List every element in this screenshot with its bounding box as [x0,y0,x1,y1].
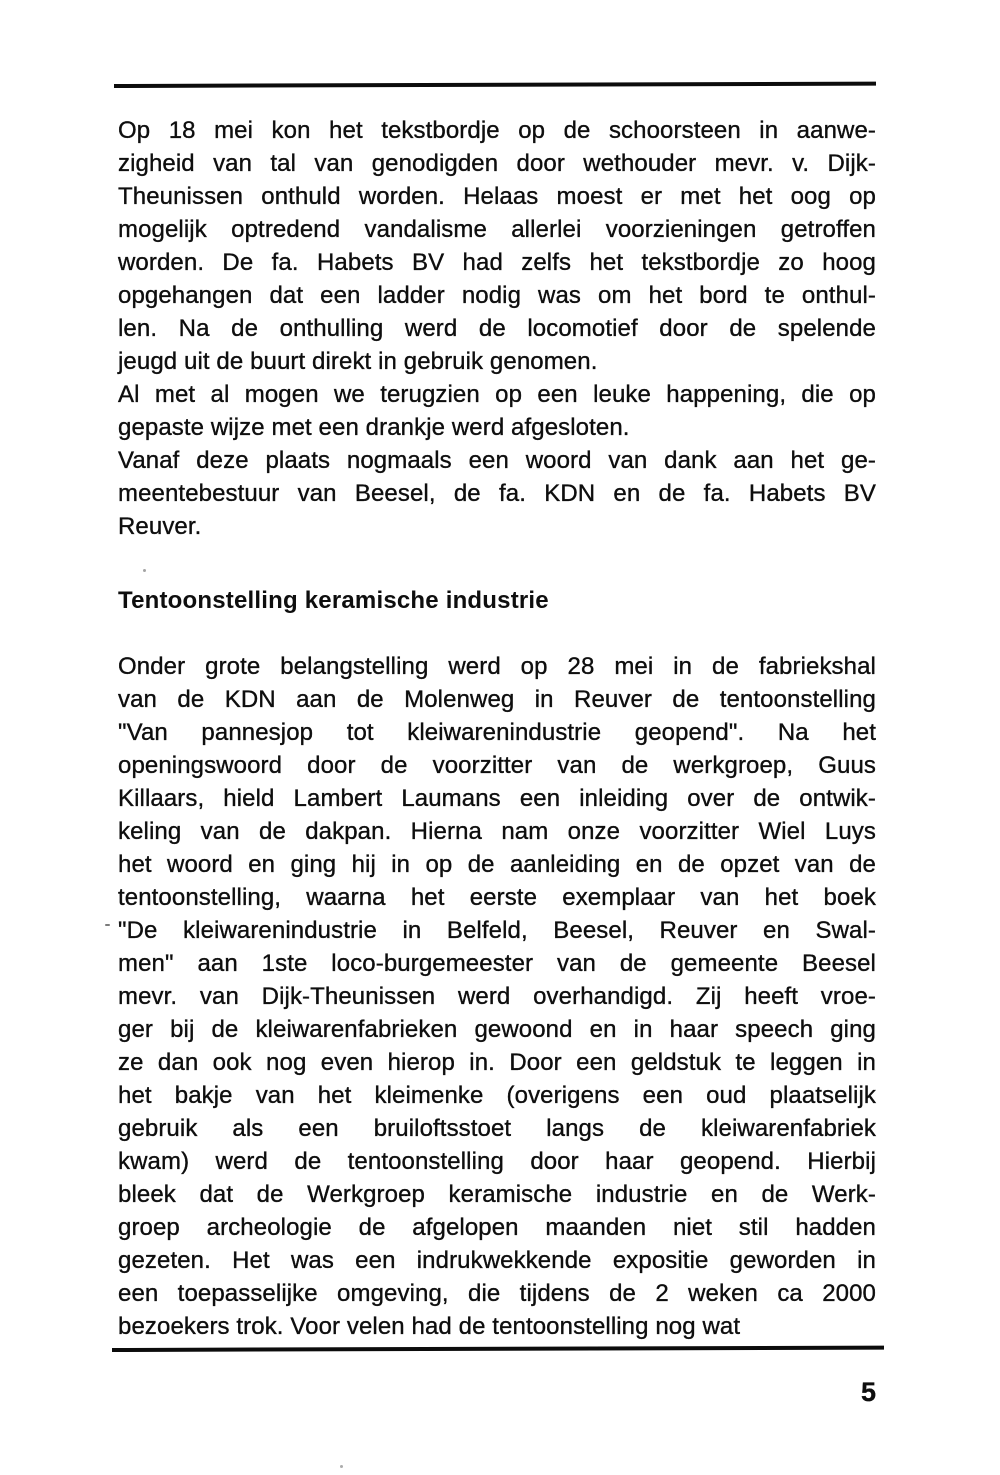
bottom-rule [112,1346,884,1352]
text-line: van de KDN aan de Molenweg in Reuver de tentoonstelling [118,686,876,713]
text-line: gebruik als een bruiloftsstoet langs de kleiwarenfabriek [118,1115,876,1142]
text-line: opgehangen dat een ladder nodig was om het bord te onthul- [118,282,876,309]
scan-speck [340,1465,343,1468]
text-line: Op 18 mei kon het tekstbordje op de schoorsteen in aanwe- [118,117,876,144]
text-line: het woord en ging hij in op de aanleiding en de opzet van de [118,851,876,878]
text-line: "Van pannesjop tot kleiwarenindustrie geopend". Na het [118,719,876,746]
text-line: Theunissen onthuld worden. Helaas moest er met het oog op [118,183,876,210]
top-rule [114,82,876,88]
text-line: mogelijk optredend vandalisme allerlei voorzieningen getroffen [118,216,876,243]
text-line: gepaste wijze met een drankje werd afgesloten. [118,414,630,441]
text-line: openingswoord door de voorzitter van de werkgroep, Guus [118,752,876,779]
page-number: 5 [860,1377,876,1407]
text-line: len. Na de onthulling werd de locomotief door de spelende [118,315,876,342]
text-line: mevr. van Dijk-Theunissen werd overhandigd. Zij heeft vroe- [118,983,876,1010]
text-line: Onder grote belangstelling werd op 28 mei in de fabriekshal [118,653,876,680]
text-line: Vanaf deze plaats nogmaals een woord van dank aan het ge- [118,447,876,474]
text-line: groep archeologie de afgelopen maanden niet stil hadden [118,1214,876,1241]
scan-speck [143,569,146,572]
text-line: kwam) werd de tentoonstelling door haar geopend. Hierbij [118,1148,876,1175]
text-line: zigheid van tal van genodigden door wethouder mevr. v. Dijk- [118,150,876,177]
paragraph-2 [118,650,876,1343]
text-line: tentoonstelling, waarna het eerste exemplaar van het boek [118,884,876,911]
paragraph-1 [118,114,876,543]
section-heading: Tentoonstelling keramische industrie [118,587,549,614]
text-line: Killaars, hield Lambert Laumans een inleiding over de ontwik- [118,785,876,812]
text-line: Reuver. [118,513,202,540]
scan-speck [105,924,110,926]
text-line: worden. De fa. Habets BV had zelfs het tekstbordje zo hoog [118,249,876,276]
text-line: men" aan 1ste loco-burgemeester van de gemeente Beesel [118,950,876,977]
text-line: ze dan ook nog even hierop in. Door een geldstuk te leggen in [118,1049,876,1076]
text-line: bleek dat de Werkgroep keramische industrie en de Werk- [118,1181,876,1208]
text-line: meentebestuur van Beesel, de fa. KDN en de fa. Habets BV [118,480,876,507]
text-line: jeugd uit de buurt direkt in gebruik genomen. [118,348,598,375]
text-line: ger bij de kleiwarenfabrieken gewoond en in haar speech ging [118,1016,876,1043]
text-line: "De kleiwarenindustrie in Belfeld, Beesel, Reuver en Swal- [118,917,876,944]
text-line: Al met al mogen we terugzien op een leuke happening, die op [118,381,876,408]
text-line: gezeten. Het was een indrukwekkende expositie geworden in [118,1247,876,1274]
text-line: een toepasselijke omgeving, die tijdens de 2 weken ca 2000 [118,1280,876,1307]
text-line: het bakje van het kleimenke (overigens een oud plaatselijk [118,1082,876,1109]
text-line: keling van de dakpan. Hierna nam onze voorzitter Wiel Luys [118,818,876,845]
text-line: bezoekers trok. Voor velen had de tentoonstelling nog wat [118,1313,741,1340]
